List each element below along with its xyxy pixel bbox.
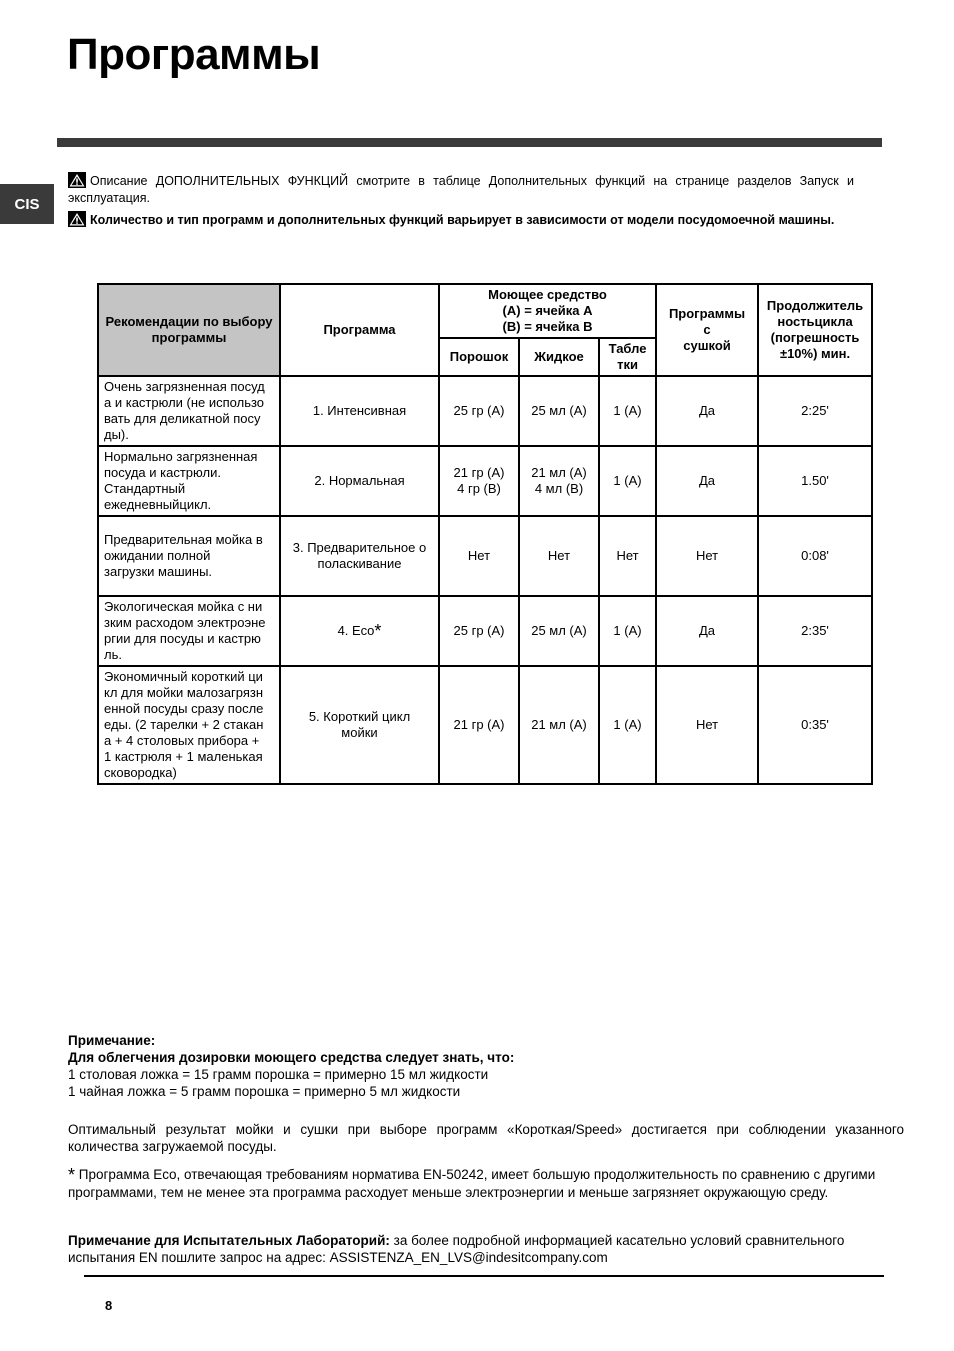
warning-text: Описание ДОПОЛНИТЕЛЬНЫХ ФУНКЦИЙ смотрите в таблице Дополнительных функций на странице разделов Запуск и эксплуатация. — [68, 174, 854, 205]
lab-note-text: за более подробной информацией касательно условий сравнительного испытания EN пошлите запрос на адрес: ASSISTENZA_EN_LVS@indesitcompany.com — [68, 1233, 845, 1265]
header-drying: Программы с сушкой — [656, 284, 758, 376]
cell-drying: Нет — [656, 516, 758, 596]
warning-triangle-icon — [68, 172, 86, 188]
header-powder: Порошок — [439, 338, 519, 376]
warning-note-functions — [68, 172, 854, 207]
cell-liquid: 25 мл (A) — [519, 376, 599, 446]
lab-note — [68, 1232, 904, 1266]
cell-recommendation: Экономичный короткий ци кл для мойки малозагрязн енной посуды сразу после еды. (2 тарелки + 2 стакан а + 4 столовых прибора + 1 кастрюля + 1 маленькая сковородка) — [98, 666, 280, 784]
cell-duration: 0:08' — [758, 516, 872, 596]
warning-triangle-icon — [68, 211, 86, 227]
cell-recommendation: Нормально загрязненная посуда и кастрюли. Стандартный ежедневныйцикл. — [98, 446, 280, 516]
cell-drying: Нет — [656, 666, 758, 784]
cell-tablets: 1 (A) — [599, 376, 656, 446]
cell-powder: 21 гр (A) 4 гр (B) — [439, 446, 519, 516]
header-tablets: Табле тки — [599, 338, 656, 376]
cell-drying: Да — [656, 596, 758, 666]
cell-duration: 1.50' — [758, 446, 872, 516]
table-row — [98, 376, 872, 446]
table-row — [98, 666, 872, 784]
cell-duration: 2:35' — [758, 596, 872, 666]
cell-recommendation: Предварительная мойка в ожидании полной загрузки машины. — [98, 516, 280, 596]
note-line: 1 чайная ложка = 5 грамм порошка = примерно 5 мл жидкости — [68, 1084, 461, 1099]
note-subtitle: Для облегчения дозировки моющего средства следует знать, что: — [68, 1050, 515, 1065]
eco-note-text: Программа Eco, отвечающая требованиям норматива EN-50242, имеет большую продолжительность по сравнению с другими программами, тем не менее эта программа расходует меньше электроэнергии и меньше загрязняет окружающую среду. — [68, 1167, 876, 1200]
header-detergent: Моющее средство (A) = ячейка A (B) = ячейка B — [439, 284, 656, 338]
cell-tablets: 1 (A) — [599, 596, 656, 666]
header-rule — [57, 138, 882, 147]
cell-drying: Да — [656, 376, 758, 446]
cell-program: 3. Предварительное о поласкивание — [280, 516, 439, 596]
header-duration: Продолжитель ностьцикла (погрешность ±10%) мин. — [758, 284, 872, 376]
footer-rule — [84, 1275, 884, 1277]
cell-powder: Нет — [439, 516, 519, 596]
cell-tablets: 1 (A) — [599, 446, 656, 516]
cell-tablets: Нет — [599, 516, 656, 596]
warning-note-models — [68, 211, 854, 229]
language-tab: CIS — [0, 184, 54, 224]
asterisk: * — [68, 1165, 76, 1185]
cell-liquid: 21 мл (A) — [519, 666, 599, 784]
cell-recommendation: Очень загрязненная посуд а и кастрюли (не использо вать для деликатной посу ды). — [98, 376, 280, 446]
cell-program: 5. Короткий цикл мойки — [280, 666, 439, 784]
table-row — [98, 596, 872, 666]
cell-recommendation: Экологическая мойка с ни зким расходом электроэне ргии для посуды и кастрю ль. — [98, 596, 280, 666]
cell-program: 4. Eco* — [280, 596, 439, 666]
eco-note — [68, 1166, 904, 1201]
lab-note-title: Примечание для Испытательных Лабораторий: — [68, 1233, 390, 1248]
asterisk: * — [374, 621, 382, 641]
cell-liquid: 21 мл (A) 4 мл (B) — [519, 446, 599, 516]
cell-powder: 21 гр (A) — [439, 666, 519, 784]
page-number: 8 — [105, 1298, 113, 1313]
warning-text: Количество и тип программ и дополнительных функций варьирует в зависимости от модели посудомоечной машины. — [90, 213, 835, 227]
note-line: 1 столовая ложка = 15 грамм порошка = примерно 15 мл жидкости — [68, 1067, 489, 1082]
cell-duration: 2:25' — [758, 376, 872, 446]
cell-powder: 25 гр (A) — [439, 596, 519, 666]
page-title: Программы — [67, 30, 321, 79]
cell-drying: Да — [656, 446, 758, 516]
note-title: Примечание: — [68, 1033, 156, 1048]
cell-powder: 25 гр (A) — [439, 376, 519, 446]
header-recommendation: Рекомендации по выбору программы — [98, 284, 280, 376]
dosage-note — [68, 1032, 904, 1100]
cell-liquid: 25 мл (A) — [519, 596, 599, 666]
header-liquid: Жидкое — [519, 338, 599, 376]
optimal-note: Оптимальный результат мойки и сушки при выборе программ «Короткая/Speed» достигается при соблюдении указанного количества загружаемой посуды. — [68, 1122, 904, 1154]
table-row — [98, 516, 872, 596]
cell-program: 2. Нормальная — [280, 446, 439, 516]
cell-tablets: 1 (A) — [599, 666, 656, 784]
table-row — [98, 446, 872, 516]
cell-liquid: Нет — [519, 516, 599, 596]
programs-table — [97, 283, 873, 785]
header-program: Программа — [280, 284, 439, 376]
cell-program: 1. Интенсивная — [280, 376, 439, 446]
cell-duration: 0:35' — [758, 666, 872, 784]
